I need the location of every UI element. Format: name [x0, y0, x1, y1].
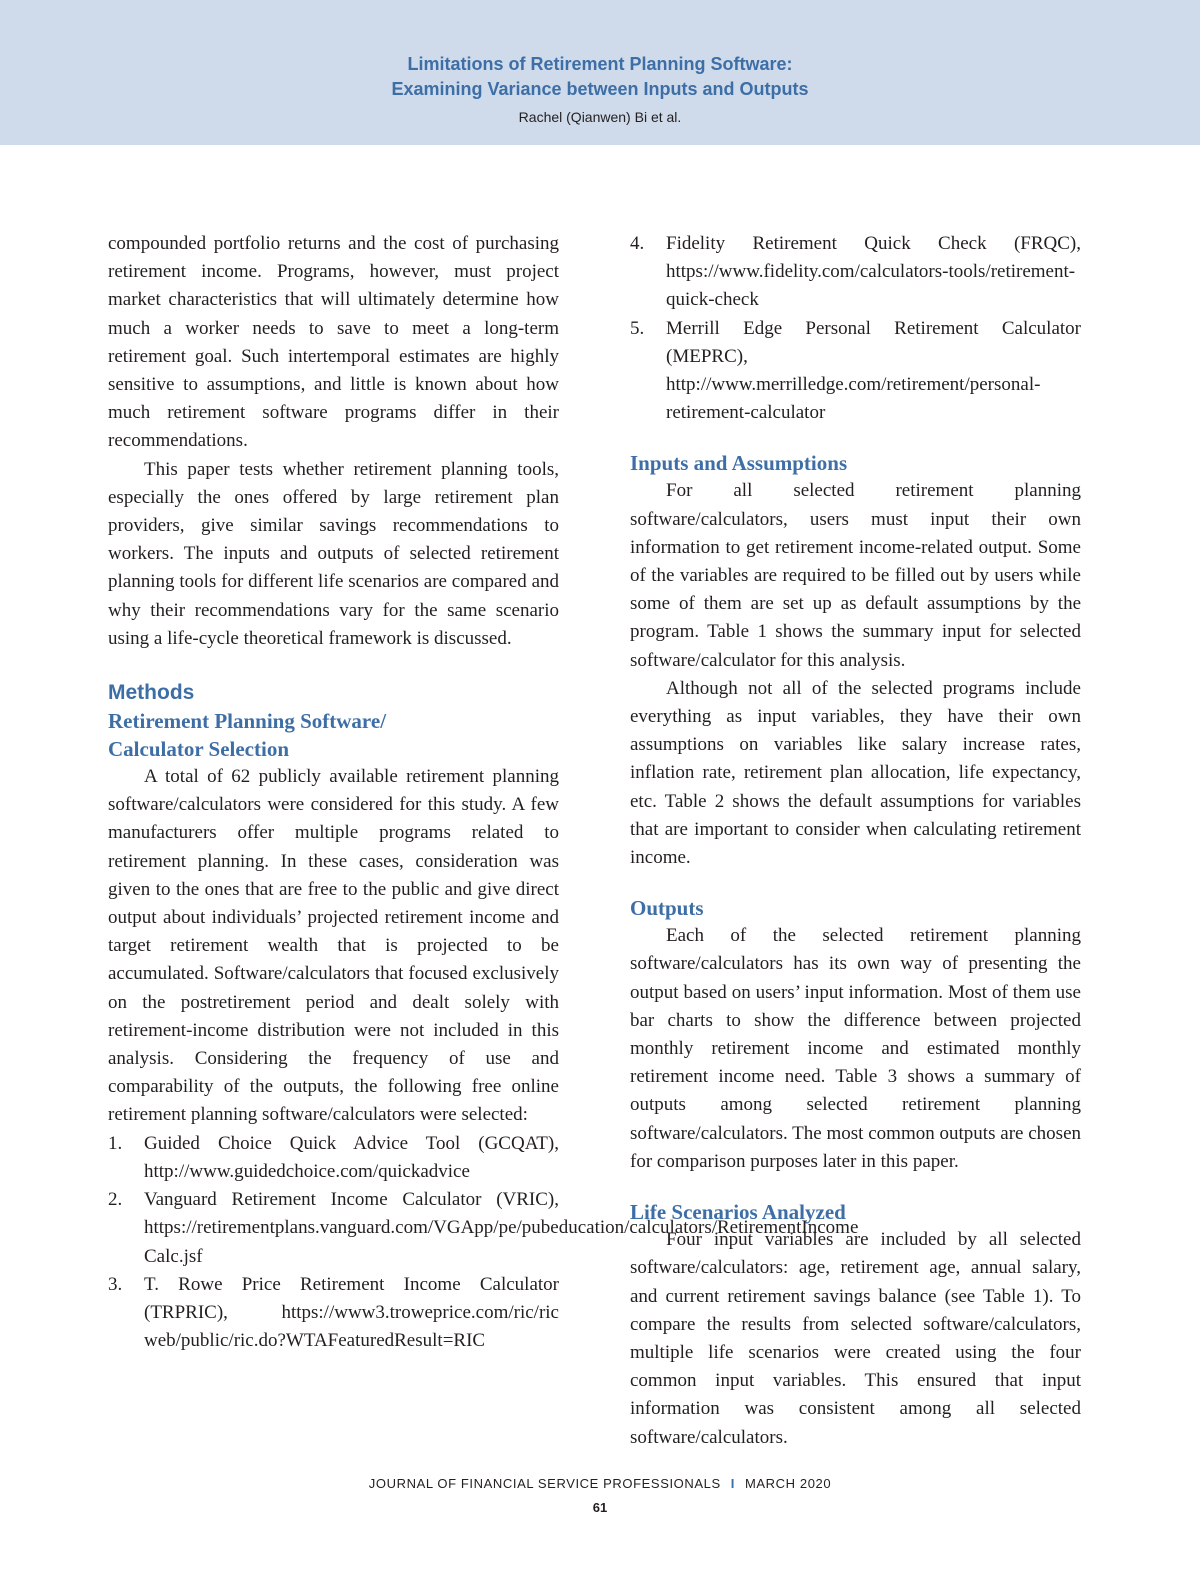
- list-number: 3.: [108, 1273, 123, 1295]
- scenarios-heading: Life Scenarios Analyzed: [630, 1200, 846, 1225]
- selection-heading-line-1: Retirement Planning Software/: [108, 709, 387, 734]
- list-number: 5.: [630, 317, 645, 339]
- article-title-line-1: Limitations of Retirement Planning Software:: [407, 54, 793, 74]
- inputs-heading: Inputs and Assumptions: [630, 451, 848, 476]
- list-item: [108, 1271, 559, 1356]
- running-header: [0, 0, 1200, 145]
- list-item: [108, 1130, 559, 1186]
- paragraph: This paper tests whether retirement planning tools, especially the ones offered by large retirement plan providers, give similar savings recommendations to workers. The inputs and outputs of selected retirement planning tools for different life scenarios are compared and why their recommendations vary for the same scenario using a life-cycle theoretical framework is discussed.: [108, 458, 559, 649]
- article-authors: Rachel (Qianwen) Bi et al.: [518, 109, 682, 125]
- outputs-heading: Outputs: [630, 896, 704, 921]
- methods-heading: Methods: [108, 681, 195, 705]
- paragraph: compounded portfolio returns and the cost of purchasing retirement income. Programs, however, must project market characteristics that will ultimately determine how much a worker needs to save to meet a long-term retirement goal. Such intertemporal estimates are highly sensitive to assumptions, and little is known about how much retirement software programs differ in their recommendations.: [108, 233, 559, 452]
- list-item: [630, 315, 1081, 428]
- paragraph: Although not all of the selected programs include everything as input variables, they have their own assumptions on variables like salary increase rates, inflation rate, retirement plan allocation, life expectancy, etc. Table 2 shows the default assumptions for variables that are important to consider when calculating retirement income.: [630, 677, 1081, 869]
- list-text: Guided Choice Quick Advice Tool (GCQAT), http://www.guidedchoice.com/quickadvice: [144, 1132, 559, 1182]
- paragraph: Four input variables are included by all selected software/calculators: age, retirement age, annual salary, and current retirement savings balance (see Table 1). To compare the results from selected software/calculators, multiple life scenarios were created using the four common input variables. This ensured that input information was consistent among all selected software/calculators.: [630, 1229, 1081, 1448]
- journal-name: JOURNAL OF FINANCIAL SERVICE PROFESSIONALS: [368, 1476, 721, 1491]
- footer-separator: I: [730, 1476, 735, 1491]
- list-number: 1.: [108, 1132, 123, 1154]
- list-text: Merrill Edge Personal Retirement Calculator (MEPRC), http://www.merrilledge.com/retirement/personal-retirement-calculator: [666, 317, 1081, 424]
- paragraph: Each of the selected retirement planning software/calculators has its own way of presenting the output based on users’ input information. Most of them use bar charts to show the difference between projected monthly retirement income and estimated monthly retirement income need. Table 3 shows a summary of outputs among selected retirement planning software/calculators. The most common outputs are chosen for comparison purposes later in this paper.: [630, 925, 1081, 1172]
- list-text: Fidelity Retirement Quick Check (FRQC), https://www.fidelity.com/calculators-tools/retirement-quick-check: [666, 233, 1081, 311]
- journal-line: [0, 1476, 1200, 1491]
- page-number: 61: [592, 1500, 608, 1515]
- paragraph: For all selected retirement planning software/calculators, users must input their own information to get retirement income-related output. Some of the variables are required to be filled out by users while some of them are set up as default assumptions by the program. Table 1 shows the summary input for selected software/calculator for this analysis.: [630, 480, 1081, 671]
- paragraph: A total of 62 publicly available retirement planning software/calculators were considered for this study. A few manufacturers offer multiple programs related to retirement planning. In these cases, consideration was given to the ones that are free to the public and give direct output about individuals’ projected retirement income and target retirement wealth that is projected to be accumulated. Software/calculators that focused exclusively on the postretirement period and dealt solely with retirement-income distribution were not included in this analysis. Considering the frequency of use and comparability of the outputs, the following free online retirement planning software/calculators were selected:: [108, 766, 559, 1126]
- list-text: Vanguard Retirement Income Calculator (VRIC), https://retirementplans.vanguard.com/VGApp/pe/pubeducation/calculators/RetirementIncome Calc.jsf: [144, 1189, 859, 1267]
- list-text: T. Rowe Price Retirement Income Calculator (TRPRIC), https://www3.troweprice.com/ric/ric web/public/ric.do?WTAFeaturedResult=RIC: [144, 1273, 559, 1352]
- list-number: 2.: [108, 1189, 123, 1211]
- list-item: [630, 230, 1081, 315]
- issue-date: MARCH 2020: [744, 1476, 832, 1491]
- list-number: 4.: [630, 233, 645, 254]
- software-list-continued: [630, 230, 1081, 427]
- selection-heading: [108, 707, 559, 763]
- selection-heading-line-2: Calculator Selection: [108, 737, 290, 762]
- article-title-line-2: Examining Variance between Inputs and Outputs: [391, 79, 809, 99]
- right-column: [630, 230, 1081, 1452]
